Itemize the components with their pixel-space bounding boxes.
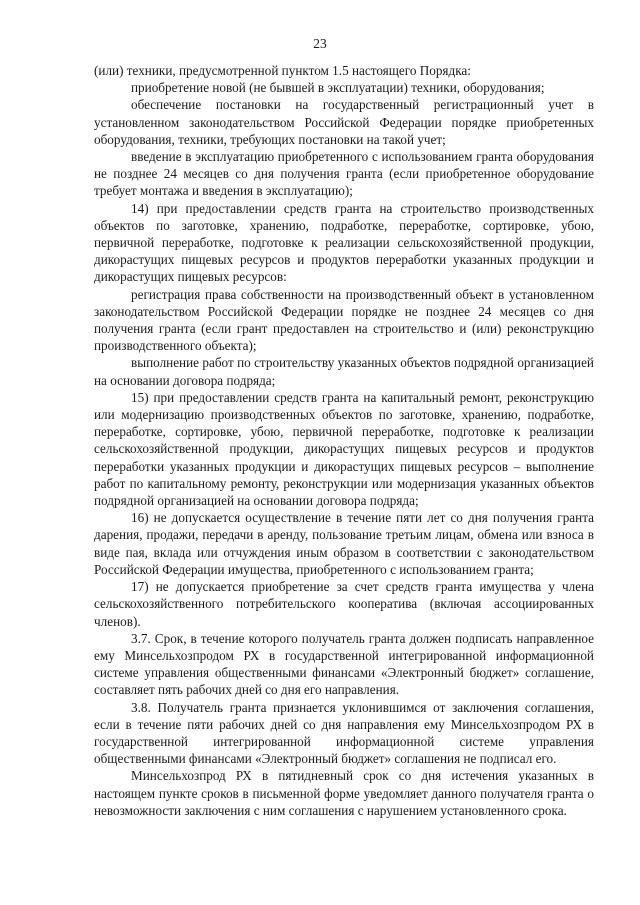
paragraph-4: 14) при предоставлении средств гранта на строительство производственных объектов по заготовке, хранению, подработке, переработке, сортировке, убою, первичной переработке, подготовке к реализации сельскохозяйственной продукции, дикорастущих пищевых ресурсов и продуктов переработки указанных продукции и дикорастущих пищевых ресурсов: — [94, 200, 594, 285]
paragraph-5: регистрация права собственности на производственный объект в установленном законодательством Российской Федерации порядке не позднее 24 месяцев со дня получения гранта (если грант предоставлен на строительство и (или) реконструкцию производственного объекта); — [94, 286, 594, 354]
document-body — [94, 62, 594, 819]
paragraph-10: 3.7. Срок, в течение которого получатель гранта должен подписать направленное ему Минсельхозпродом РХ в государственной интегрированной информационной системе управления общественными финансами «Электронный бюджет» соглашение, составляет пять рабочих дней со дня его направления. — [94, 630, 594, 698]
paragraph-12: Минсельхозпрод РХ в пятидневный срок со дня истечения указанных в настоящем пункте сроков в письменной форме уведомляет данного получателя гранта о невозможности заключения с ним соглашения с нарушением установленного срока. — [94, 768, 594, 818]
paragraph-1: приобретение новой (не бывшей в эксплуатации) техники, оборудования; — [131, 80, 545, 96]
paragraph-9: 17) не допускается приобретение за счет средств гранта имущества у члена сельскохозяйственного потребительского кооператива (включая ассоциированных членов). — [94, 579, 594, 629]
paragraph-3: введение в эксплуатацию приобретенного с использованием гранта оборудования не позднее 24 месяцев со дня получения гранта (если приобретенное оборудование требует монтажа и введения в эксплуатацию); — [94, 149, 594, 199]
paragraph-6: выполнение работ по строительству указанных объектов подрядной организацией на основании договора подряда; — [94, 355, 594, 388]
page-number: 23 — [313, 36, 327, 51]
paragraph-2: обеспечение постановки на государственный регистрационный учет в установленном законодательством Российской Федерации порядке приобретенных оборудования, техники, требующих постановки на такой учет; — [94, 97, 594, 147]
paragraph-11: 3.8. Получатель гранта признается уклонившимся от заключения соглашения, если в течение пяти рабочих дней со дня направления ему Минсельхозпродом РХ в государственной интегрированной информационной системе управления общественными финансами «Электронный бюджет» соглашения не подписал его. — [94, 699, 594, 767]
paragraph-0: (или) техники, предусмотренной пунктом 1.5 настоящего Порядка: — [94, 63, 471, 78]
paragraph-7: 15) при предоставлении средств гранта на капитальный ремонт, реконструкцию или модернизацию производственных объектов по заготовке, хранению, подработке, переработке, сортировке, убою, первичной переработке, подготовке к реализации сельскохозяйственной продукции, дикорастущих пищевых ресурсов и продуктов переработки указанных продукции и дикорастущих пищевых ресурсов – выполнение работ по капитальному ремонту, реконструкции или модернизация указанных объектов подрядной организацией на основании договора подряда; — [94, 389, 594, 509]
paragraph-8: 16) не допускается осуществление в течение пяти лет со дня получения гранта дарения, продажи, передачи в аренду, пользование третьим лицам, обмена или взноса в виде пая, вклада или отчуждения иным образом в соответствии с законодательством Российской Федерации имущества, приобретенного с использованием гранта; — [94, 510, 594, 577]
